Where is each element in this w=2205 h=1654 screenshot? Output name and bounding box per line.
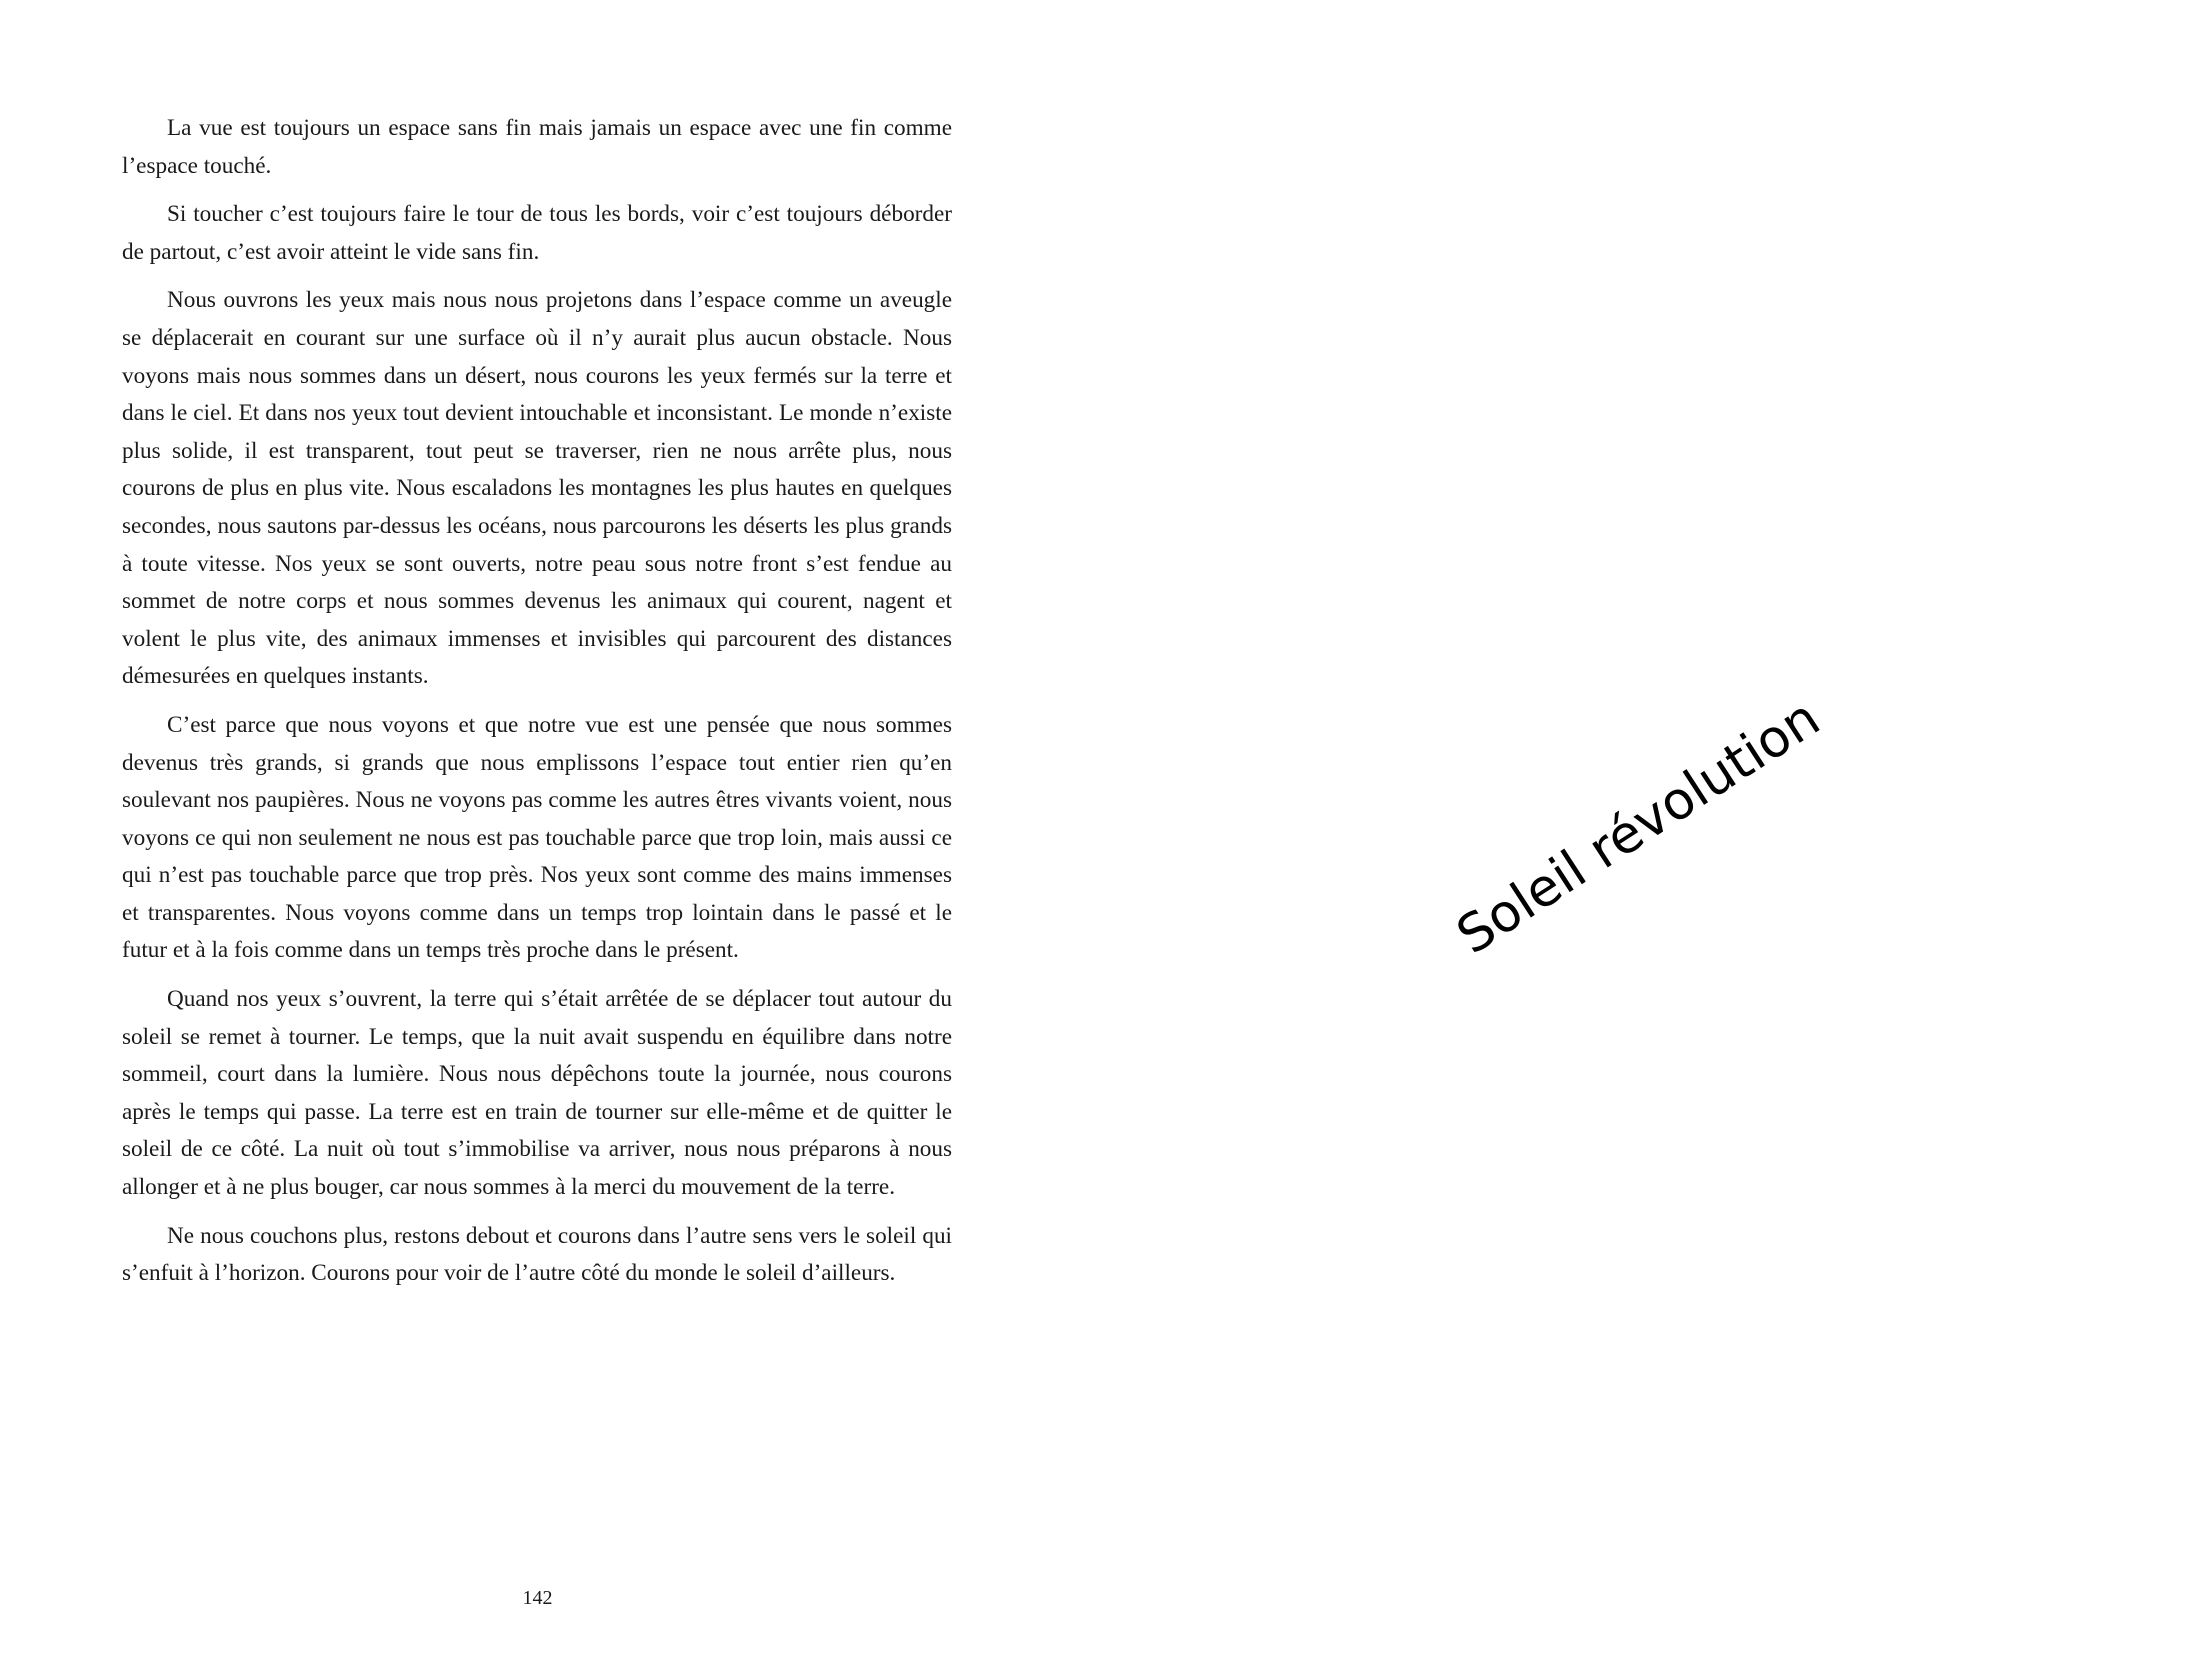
left-page-text <box>122 110 952 1304</box>
paragraph-6: Ne nous couchons plus, restons debout et courons dans l’autre sens vers le soleil qui s’enfuit à l’horizon. Courons pour voir de l’autre côté du monde le soleil d’ailleurs. <box>122 1222 952 1287</box>
book-title: Soleil révolution <box>1446 688 1831 967</box>
paragraph-2: Si toucher c’est toujours faire le tour de tous les bords, voir c’est toujours déborder de partout, c’est avoir atteint le vide sans fin. <box>122 201 952 265</box>
right-page <box>1102 0 2205 1654</box>
paragraph-5: Quand nos yeux s’ouvrent, la terre qui s’était arrêtée de se déplacer tout autour du soleil se remet à tourner. Le temps, que la nuit avait suspendu en équilibre dans notre sommeil, court dans la lumière. Nous nous dépêchons toute la journée, nous courons après le temps qui passe. La terre est en train de tourner sur elle-même et de quitter le soleil de ce côté. La nuit où tout s’immobilise va arriver, nous nous préparons à nous allonger et à ne plus bouger, car nous sommes à la merci du mouvement de la terre. <box>122 986 952 1201</box>
page-number: 142 <box>522 1587 553 1609</box>
paragraph-1: La vue est toujours un espace sans fin mais jamais un espace avec une fin comme l’espace touché. <box>122 115 952 179</box>
paragraph-4: C’est parce que nous voyons et que notre vue est une pensée que nous sommes devenus très grands, si grands que nous emplissons l’espace tout entier rien qu’en soulevant nos paupières. Nous ne voyons pas comme les autres êtres vivants voient, nous voyons ce qui non seulement ne nous est pas touchable parce que trop loin, mais aussi ce qui n’est pas touchable parce que trop près. Nos yeux sont comme des mains immenses et transparentes. Nous voyons comme dans un temps trop lointain dans le passé et le futur et à la fois comme dans un temps très proche dans le présent. <box>122 711 952 964</box>
paragraph-3: Nous ouvrons les yeux mais nous nous projetons dans l’espace comme un aveugle se déplacerait en courant sur une surface où il n’y aurait plus aucun obstacle. Nous voyons mais nous sommes dans un désert, nous courons les yeux fermés sur la terre et dans le ciel. Et dans nos yeux tout devient intouchable et inconsistant. Le monde n’existe plus solide, il est transparent, tout peut se traverser, rien ne nous arrête plus, nous courons de plus en plus vite. Nous escaladons les montagnes les plus hautes en quelques secondes, nous sautons par-dessus les océans, nous parcourons les déserts les plus grands à toute vitesse. Nos yeux se sont ouverts, notre peau sous notre front s’est fendue au sommet de notre corps et nous sommes devenus les animaux qui courent, nagent et volent le plus vite, des animaux immenses et invisibles qui parcourent des distances démesurées en quelques instants. <box>122 287 952 690</box>
